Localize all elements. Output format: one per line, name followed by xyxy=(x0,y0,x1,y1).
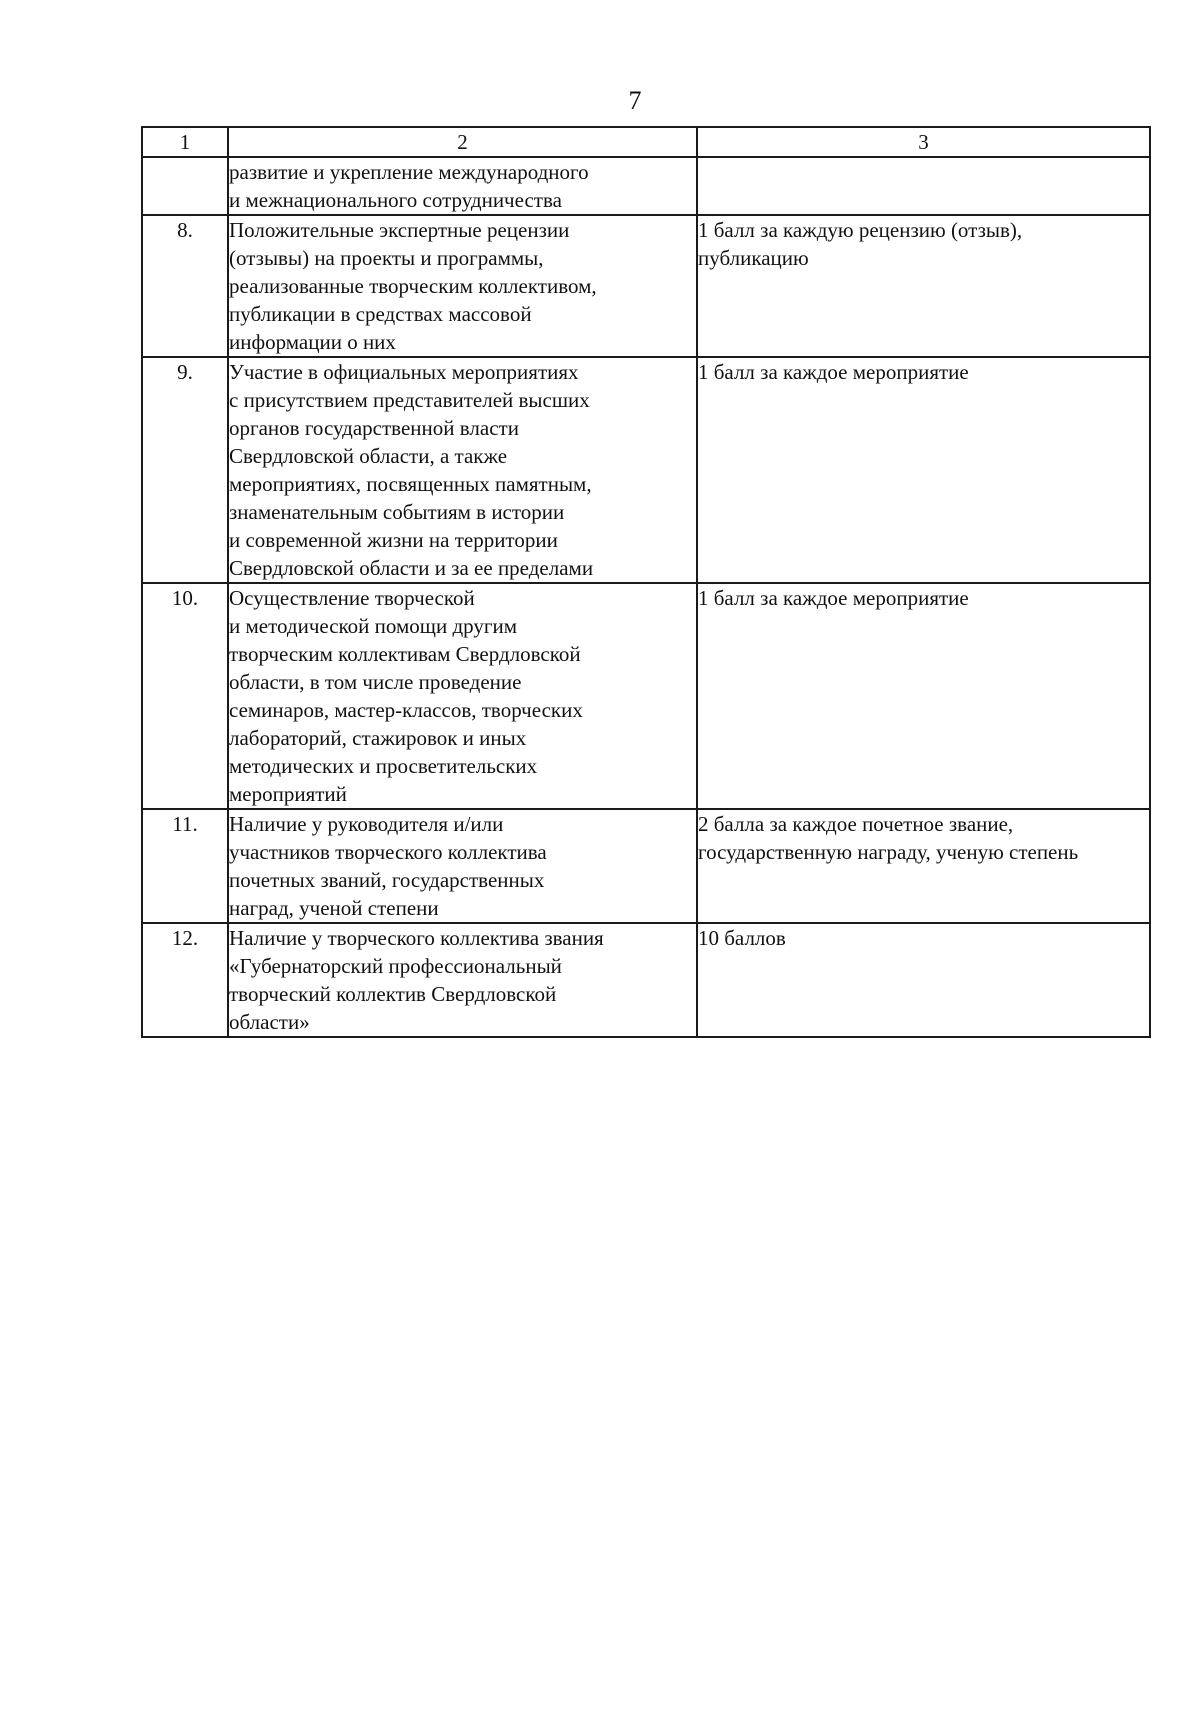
criterion-line: информации о них xyxy=(229,330,396,354)
criterion-line: Положительные экспертные рецензии xyxy=(229,218,570,242)
table-row xyxy=(142,923,1150,1037)
score-cell xyxy=(697,923,1150,1037)
criterion-line: мероприятиях, посвященных памятным, xyxy=(229,472,592,496)
score-line: 1 балл за каждую рецензию (отзыв), xyxy=(698,218,1023,242)
criterion-line: лабораторий, стажировок и иных xyxy=(229,726,527,750)
score-line: 1 балл за каждое мероприятие xyxy=(698,586,969,610)
score-line: публикацию xyxy=(698,246,809,270)
criterion-line: творческий коллектив Свердловской xyxy=(229,982,557,1006)
criterion-line: мероприятий xyxy=(229,782,347,806)
column-header-score: 3 xyxy=(697,127,1150,157)
criterion-line: творческим коллективам Свердловской xyxy=(229,642,581,666)
column-header-number: 1 xyxy=(142,127,228,157)
criterion-line: Участие в официальных мероприятиях xyxy=(229,360,579,384)
table-row xyxy=(142,583,1150,809)
criterion-line: «Губернаторский профессиональный xyxy=(229,954,562,978)
table-row xyxy=(142,357,1150,583)
criterion-line: Осуществление творческой xyxy=(229,586,475,610)
criterion-line: области, в том числе проведение xyxy=(229,670,522,694)
criterion-line: и межнационального сотрудничества xyxy=(229,188,562,212)
score-line: государственную награду, ученую степень xyxy=(698,840,1079,864)
column-header-criterion: 2 xyxy=(228,127,697,157)
criterion-line: Свердловской области и за ее пределами xyxy=(229,556,594,580)
score-cell xyxy=(697,215,1150,357)
criterion-line: с присутствием представителей высших xyxy=(229,388,590,412)
score-cell xyxy=(697,157,1150,215)
criterion-line: участников творческого коллектива xyxy=(229,840,547,864)
criterion-line: Наличие у творческого коллектива звания xyxy=(229,926,604,950)
score-cell xyxy=(697,583,1150,809)
criterion-line: и современной жизни на территории xyxy=(229,528,558,552)
criterion-line: (отзывы) на проекты и программы, xyxy=(229,246,544,270)
page-number: 7 xyxy=(628,86,642,115)
row-number: 11. xyxy=(142,809,228,923)
score-cell xyxy=(697,357,1150,583)
header-row xyxy=(142,127,1150,157)
criterion-line: Наличие у руководителя и/или xyxy=(229,812,504,836)
table-row xyxy=(142,215,1150,357)
criterion-cell xyxy=(228,357,697,583)
table-body xyxy=(142,157,1150,1037)
table-row xyxy=(142,809,1150,923)
row-number: 10. xyxy=(142,583,228,809)
row-number: 8. xyxy=(142,215,228,357)
criterion-line: знаменательным событиям в истории xyxy=(229,500,565,524)
criterion-line: публикации в средствах массовой xyxy=(229,302,532,326)
row-number: 9. xyxy=(142,357,228,583)
criterion-cell xyxy=(228,215,697,357)
row-number: 12. xyxy=(142,923,228,1037)
criterion-line: семинаров, мастер-классов, творческих xyxy=(229,698,583,722)
score-line: 1 балл за каждое мероприятие xyxy=(698,360,969,384)
criterion-cell xyxy=(228,809,697,923)
criteria-table xyxy=(141,126,1151,1038)
row-number xyxy=(142,157,228,215)
criterion-line: реализованные творческим коллективом, xyxy=(229,274,597,298)
criterion-line: и методической помощи другим xyxy=(229,614,518,638)
score-line: 2 балла за каждое почетное звание, xyxy=(698,812,1014,836)
score-cell xyxy=(697,809,1150,923)
criterion-line: органов государственной власти xyxy=(229,416,519,440)
table-row xyxy=(142,157,1150,215)
score-line: 10 баллов xyxy=(698,926,786,950)
criterion-line: развитие и укрепление международного xyxy=(229,160,589,184)
criterion-cell xyxy=(228,583,697,809)
criterion-line: почетных званий, государственных xyxy=(229,868,545,892)
criterion-line: области» xyxy=(229,1010,310,1034)
criterion-line: методических и просветительских xyxy=(229,754,538,778)
criterion-line: Свердловской области, а также xyxy=(229,444,508,468)
criterion-line: наград, ученой степени xyxy=(229,896,439,920)
criterion-cell xyxy=(228,157,697,215)
criterion-cell xyxy=(228,923,697,1037)
